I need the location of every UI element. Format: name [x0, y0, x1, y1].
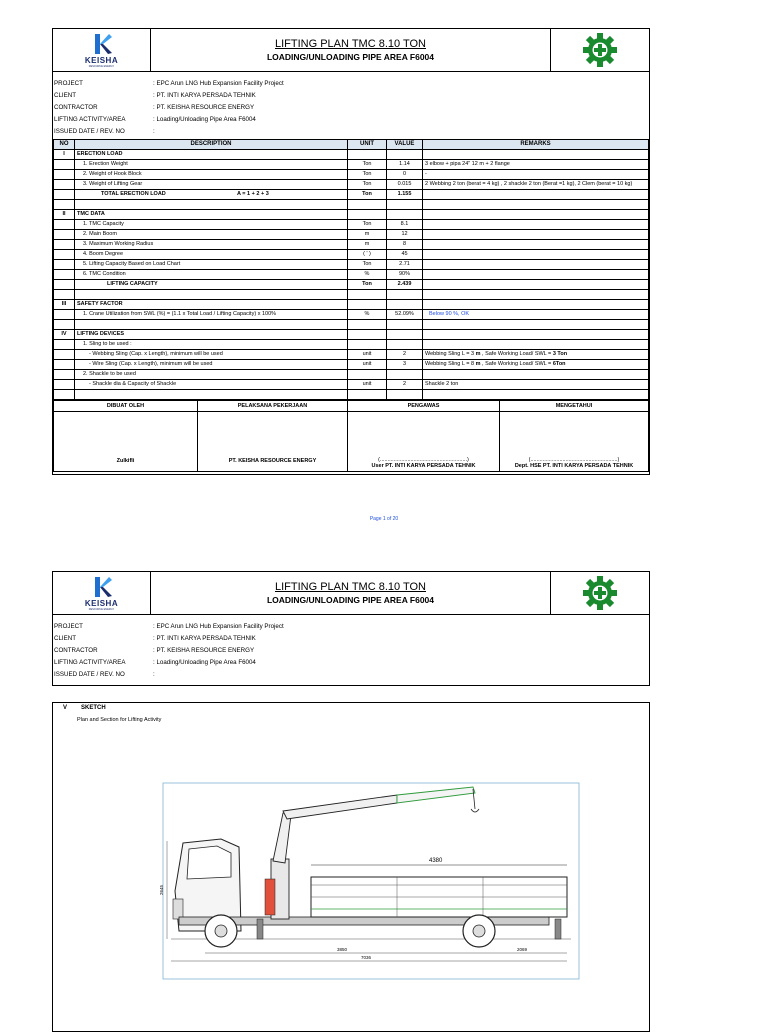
row-unit: Ton: [348, 180, 387, 190]
table-row: [54, 180, 649, 190]
gear-box: [551, 29, 649, 71]
row-unit: Ton: [348, 160, 387, 170]
section-no: II: [54, 210, 75, 220]
row-remarks: 2 Webbing 2 ton (berat = 4 kg) , 2 shackle 2 ton (Berat =1 kg), 2 Clem (berat = 10 kg): [423, 180, 649, 190]
table-row: [54, 310, 649, 320]
row-value: 1.155: [387, 190, 423, 200]
crane-hydraulic: [265, 879, 275, 915]
project-info: [53, 72, 649, 139]
sketch-title: SKETCH: [81, 705, 106, 711]
document-title: LIFTING PLAN TMC 8.10 TON: [275, 581, 426, 593]
cab-window: [187, 846, 231, 879]
row-description: 5. Lifting Capacity Based on Load Chart: [75, 260, 348, 270]
info-value: : PT. INTI KARYA PERSADA TEHNIK: [153, 635, 256, 642]
info-value: : PT. KEISHA RESOURCE ENERGY: [153, 647, 255, 654]
row-description: 4. Boom Degree: [75, 250, 348, 260]
row-description: 2. Weight of Hook Block: [75, 170, 348, 180]
table-row: [54, 260, 649, 270]
logo-tagline: RESOURCE ENERGY: [88, 64, 115, 68]
info-row: [54, 621, 649, 633]
row-value: 90%: [387, 270, 423, 280]
section-no: IV: [54, 330, 75, 340]
row-remarks: Webbing Sling L = 8 m , Safe Working Load/ SWL = 6Ton: [423, 360, 649, 370]
info-label: ISSUED DATE / REV. NO: [54, 128, 125, 135]
table-row: [54, 240, 649, 250]
document-header: [53, 572, 649, 615]
spacer-row: [54, 290, 649, 300]
section-title: ERECTION LOAD: [75, 150, 348, 160]
safety-gear-cross-icon: [582, 32, 618, 68]
sig-header-acknowledged: MENGETAHUI: [500, 401, 649, 412]
sig-supervisor: [348, 412, 500, 472]
sig-acknowledged: [500, 412, 649, 472]
sketch-heading: [63, 705, 106, 711]
row-description: - Shackle dia & Capacity of Shackle: [75, 380, 348, 390]
lifting-plan-page-1: [52, 28, 650, 475]
row-value: 2: [387, 380, 423, 390]
document-header: [53, 29, 649, 72]
total-label: TOTAL ERECTION LOAD: [101, 191, 166, 197]
main-boom: [273, 813, 291, 863]
sig-name: Dept. HSE PT. INTI KARYA PERSADA TEHNIK: [514, 463, 634, 469]
info-row: [54, 126, 649, 138]
row-unit: m: [348, 230, 387, 240]
signature-header-row: [54, 401, 649, 412]
info-label: ISSUED DATE / REV. NO: [54, 671, 125, 678]
col-header-description: DESCRIPTION: [75, 140, 348, 150]
row-value: 45: [387, 250, 423, 260]
row-value: 8.1: [387, 220, 423, 230]
info-row: [54, 633, 649, 645]
info-label: PROJECT: [54, 80, 83, 87]
row-remarks: Shackle 2 ton: [423, 380, 649, 390]
keisha-k-logo-icon: [91, 33, 113, 55]
table-row: [54, 170, 649, 180]
project-info: [53, 615, 649, 681]
row-unit: unit: [348, 380, 387, 390]
row-unit: unit: [348, 350, 387, 360]
document-title: LIFTING PLAN TMC 8.10 TON: [275, 38, 426, 50]
section-row: [54, 150, 649, 160]
company-logo: [53, 572, 151, 614]
spacer-row: [54, 200, 649, 210]
section-title: SAFETY FACTOR: [75, 300, 348, 310]
info-row: [54, 669, 649, 681]
table-row: [54, 270, 649, 280]
col-header-remarks: REMARKS: [423, 140, 649, 150]
sig-executor: [198, 412, 348, 472]
logo-text: KEISHA: [84, 598, 119, 608]
truck-crane-drawing: [161, 781, 581, 981]
row-unit: unit: [348, 360, 387, 370]
safety-gear-cross-icon: [582, 575, 618, 611]
total-row: [54, 190, 649, 200]
row-remarks: -: [423, 170, 649, 180]
table-row: [54, 250, 649, 260]
info-row: [54, 90, 649, 102]
table-row: [54, 340, 649, 350]
signature-body-row: [54, 412, 649, 472]
extension-boom: [397, 787, 475, 803]
row-unit: Ton: [348, 260, 387, 270]
row-value: 2: [387, 350, 423, 360]
row-unit: m: [348, 240, 387, 250]
title-box: [151, 29, 551, 71]
sig-header-executor: PELAKSANA PEKERJAAN: [198, 401, 348, 412]
table-header-row: [54, 140, 649, 150]
info-label: CLIENT: [54, 92, 77, 99]
section-title: TMC DATA: [75, 210, 348, 220]
outrigger-front: [257, 919, 263, 939]
info-row: [54, 645, 649, 657]
info-label: CLIENT: [54, 635, 77, 642]
dim-top-label: 4380: [429, 858, 443, 864]
info-value: : EPC Arun LNG Hub Expansion Facility Project: [153, 623, 284, 630]
col-header-value: VALUE: [387, 140, 423, 150]
info-value: : EPC Arun LNG Hub Expansion Facility Project: [153, 80, 284, 87]
row-value: 3: [387, 360, 423, 370]
sketch-section: [52, 702, 650, 1032]
row-value: 0.015: [387, 180, 423, 190]
section-row: [54, 300, 649, 310]
row-description: 1. Crane Utilization from SWL (%) = (1.1 x Total Load / Lifting Capacity) x 100%: [75, 310, 348, 320]
row-value: 8: [387, 240, 423, 250]
info-label: LIFTING ACTIVITY/AREA: [54, 659, 126, 666]
section-title: LIFTING DEVICES: [75, 330, 348, 340]
row-value: 0: [387, 170, 423, 180]
row-description: 1. Sling to be used :: [75, 340, 348, 350]
table-row: [54, 350, 649, 360]
sig-name: User PT. INTI KARYA PERSADA TEHNIK: [371, 463, 476, 469]
sketch-subtitle: Plan and Section for Lifting Activity: [77, 717, 162, 723]
row-value: 2.439: [387, 280, 423, 290]
sig-header-prepared: DIBUAT OLEH: [54, 401, 198, 412]
table-row: [54, 370, 649, 380]
keisha-k-logo-icon: [91, 576, 113, 598]
info-label: CONTRACTOR: [54, 647, 98, 654]
info-row: [54, 102, 649, 114]
outrigger-rear: [555, 919, 561, 939]
row-value: 2.71: [387, 260, 423, 270]
table-row: [54, 380, 649, 390]
row-description: 2. Main Boom: [75, 230, 348, 240]
dim-height-label: 2645: [159, 884, 164, 895]
row-description: 2. Shackle to be used: [75, 370, 348, 380]
signature-table: [53, 400, 649, 472]
row-value: 52.09%: [387, 310, 423, 320]
row-unit: Ton: [348, 170, 387, 180]
logo-text: KEISHA: [84, 55, 119, 65]
table-row: [54, 220, 649, 230]
logo-tagline: RESOURCE ENERGY: [88, 607, 115, 611]
info-value: :: [153, 128, 155, 135]
cab-front: [173, 899, 183, 919]
section-no: I: [54, 150, 75, 160]
lifting-calculation-table: [53, 139, 649, 400]
lifting-plan-page-2-header: [52, 571, 650, 686]
sig-name: PT. KEISHA RESOURCE ENERGY: [228, 458, 317, 464]
section-row: [54, 210, 649, 220]
row-description: 3. Weight of Lifting Gear: [75, 180, 348, 190]
info-value: : Loading/Unloading Pipe Area F6004: [153, 116, 256, 123]
dim-total-label: 7036: [361, 955, 372, 960]
col-header-unit: UNIT: [348, 140, 387, 150]
row-value: 12: [387, 230, 423, 240]
spacer-row: [54, 390, 649, 400]
row-remarks: Below 90 %, OK: [423, 310, 649, 320]
sig-name: Zulkifli: [116, 458, 135, 464]
total-label: LIFTING CAPACITY: [75, 280, 348, 290]
info-row: [54, 78, 649, 90]
hook: [471, 809, 479, 812]
document-subtitle: LOADING/UNLOADING PIPE AREA F6004: [266, 52, 435, 62]
total-description: [75, 190, 348, 200]
info-label: PROJECT: [54, 623, 83, 630]
row-description: 6. TMC Condition: [75, 270, 348, 280]
info-value: : PT. INTI KARYA PERSADA TEHNIK: [153, 92, 256, 99]
section-row: [54, 330, 649, 340]
info-value: : PT. KEISHA RESOURCE ENERGY: [153, 104, 255, 111]
info-label: CONTRACTOR: [54, 104, 98, 111]
company-logo: [53, 29, 151, 71]
row-unit: %: [348, 270, 387, 280]
sig-dots: (.........................................................): [528, 457, 620, 463]
table-row: [54, 230, 649, 240]
row-unit: Ton: [348, 190, 387, 200]
dim-left-label: 3850: [337, 947, 348, 952]
document-subtitle: LOADING/UNLOADING PIPE AREA F6004: [266, 595, 435, 605]
row-unit: Ton: [348, 220, 387, 230]
title-box: [151, 572, 551, 614]
knuckle-boom: [283, 795, 397, 819]
row-unit: ( ' ): [348, 250, 387, 260]
sketch-no: V: [63, 705, 68, 711]
row-value: 1.14: [387, 160, 423, 170]
row-remarks: Webbing Sling L = 3 m , Safe Working Load/ SWL = 3 Ton: [423, 350, 649, 360]
info-value: : Loading/Unloading Pipe Area F6004: [153, 659, 256, 666]
info-value: :: [153, 671, 155, 678]
dim-right-label: 2069: [517, 947, 528, 952]
info-label: LIFTING ACTIVITY/AREA: [54, 116, 126, 123]
section-no: III: [54, 300, 75, 310]
info-row: [54, 657, 649, 669]
total-row: [54, 280, 649, 290]
row-unit: Ton: [348, 280, 387, 290]
col-header-no: NO: [54, 140, 75, 150]
sig-dots: (.........................................................): [378, 457, 469, 463]
row-description: - Webbing Sling (Cap. x Length), minimum will be used: [75, 350, 348, 360]
gear-box: [551, 572, 649, 614]
table-row: [54, 160, 649, 170]
table-row: [54, 360, 649, 370]
row-description: 1. Erection Weight: [75, 160, 348, 170]
sig-prepared: [54, 412, 198, 472]
info-row: [54, 114, 649, 126]
row-description: 3. Maximum Working Radius: [75, 240, 348, 250]
page-indicator-link[interactable]: Page 1 of 20: [369, 516, 399, 522]
sig-header-supervisor: PENGAWAS: [348, 401, 500, 412]
row-description: - Wire Sling (Cap. x Length), minimum will be used: [75, 360, 348, 370]
row-unit: %: [348, 310, 387, 320]
row-description: 1. TMC Capacity: [75, 220, 348, 230]
row-remarks: 3 elbow + pipa 24" 12 m + 2 flange: [423, 160, 649, 170]
spacer-row: [54, 320, 649, 330]
total-formula: A = 1 + 2 + 3: [237, 191, 269, 197]
